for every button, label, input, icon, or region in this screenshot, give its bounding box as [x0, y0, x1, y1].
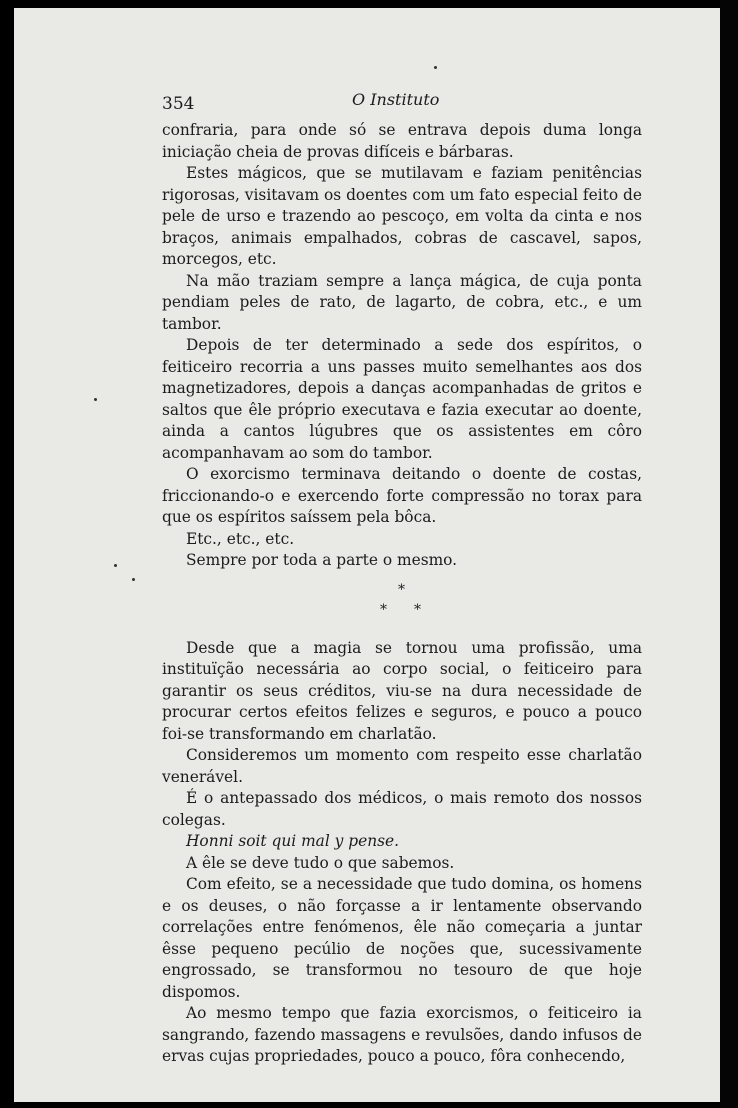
paragraph: Etc., etc., etc. — [186, 529, 295, 548]
paragraph: Ao mesmo tempo que fazia exorcismos, o feiticeiro ia sangrando, fazendo massagens e revulsões, dando infusos de ervas cujas propriedades, pouco a pouco, fôra conhecendo, — [162, 1004, 642, 1065]
ink-speck — [94, 398, 97, 401]
paragraph: É o antepassado dos médicos, o mais remoto dos nossos colegas. — [162, 789, 642, 829]
page-number: 354 — [162, 94, 195, 114]
page-text — [162, 88, 642, 1068]
paragraph: Sempre por toda a parte o mesmo. — [186, 551, 458, 569]
separator-star: * — [398, 581, 405, 598]
section-separator — [162, 572, 642, 638]
separator-star: * — [414, 601, 421, 618]
ink-speck — [114, 564, 117, 567]
paragraph: A êle se deve tudo o que sabemos. — [186, 853, 455, 872]
paragraph: O exorcismo terminava deitando o doente de costas, friccionando-o e exercendo forte compressão no torax para que os espíritos saíssem pela bôca. — [162, 465, 642, 526]
paragraph: Com efeito, se a necessidade que tudo domina, os homens e os deuses, o não forçasse a ir lentamente observando correlações entre fenómenos, êle não começaria a juntar êsse pequeno pecúlio de noções que, sucessivamente engrossado, se transformou no tesouro de que hoje dispomos. — [162, 875, 642, 1001]
paragraph: Depois de ter determinado a sede dos espíritos, o feiticeiro recorria a uns passes muito semelhantes aos dos magnetizadores, depois a danças acompanhadas de gritos e saltos que êle próprio executava e fazia executar ao doente, ainda a cantos lúgubres que os assistentes em côro acompanhavam ao som do tambor. — [162, 336, 642, 462]
ink-speck — [132, 578, 135, 581]
paragraph: Na mão traziam sempre a lança mágica, de cuja ponta pendiam peles de rato, de lagarto, de cobra, etc., e um tambor. — [162, 271, 642, 333]
ink-speck — [434, 66, 437, 69]
paragraph: Consideremos um momento com respeito esse charlatão venerável. — [162, 746, 642, 786]
paragraph: Estes mágicos, que se mutilavam e faziam penitências rigorosas, visitavam os doentes com um fato especial feito de pele de urso e trazendo ao pescoço, em volta da cinta e nos braços, animais empalhados, cobras de cascavel, sapos, morcegos, etc. — [162, 164, 642, 268]
page-edge-shadow — [720, 0, 738, 1108]
page-header — [162, 88, 642, 120]
paragraph: confraria, para onde só se entrava depois duma longa iniciação cheia de provas difíceis e bárbaras. — [162, 121, 642, 161]
running-title: O Instituto — [352, 90, 440, 109]
separator-star: * — [380, 601, 387, 618]
paragraph: Desde que a magia se tornou uma profissão, uma instituïção necessária ao corpo social, o feiticeiro para garantir os seus créditos, viu-se na dura necessidade de procurar certos efeitos felizes e seguros, e pouco a pouco foi-se transformando em charlatão. — [162, 638, 642, 743]
paragraph-italic-quote: Honni soit qui mal y pense. — [186, 832, 400, 850]
